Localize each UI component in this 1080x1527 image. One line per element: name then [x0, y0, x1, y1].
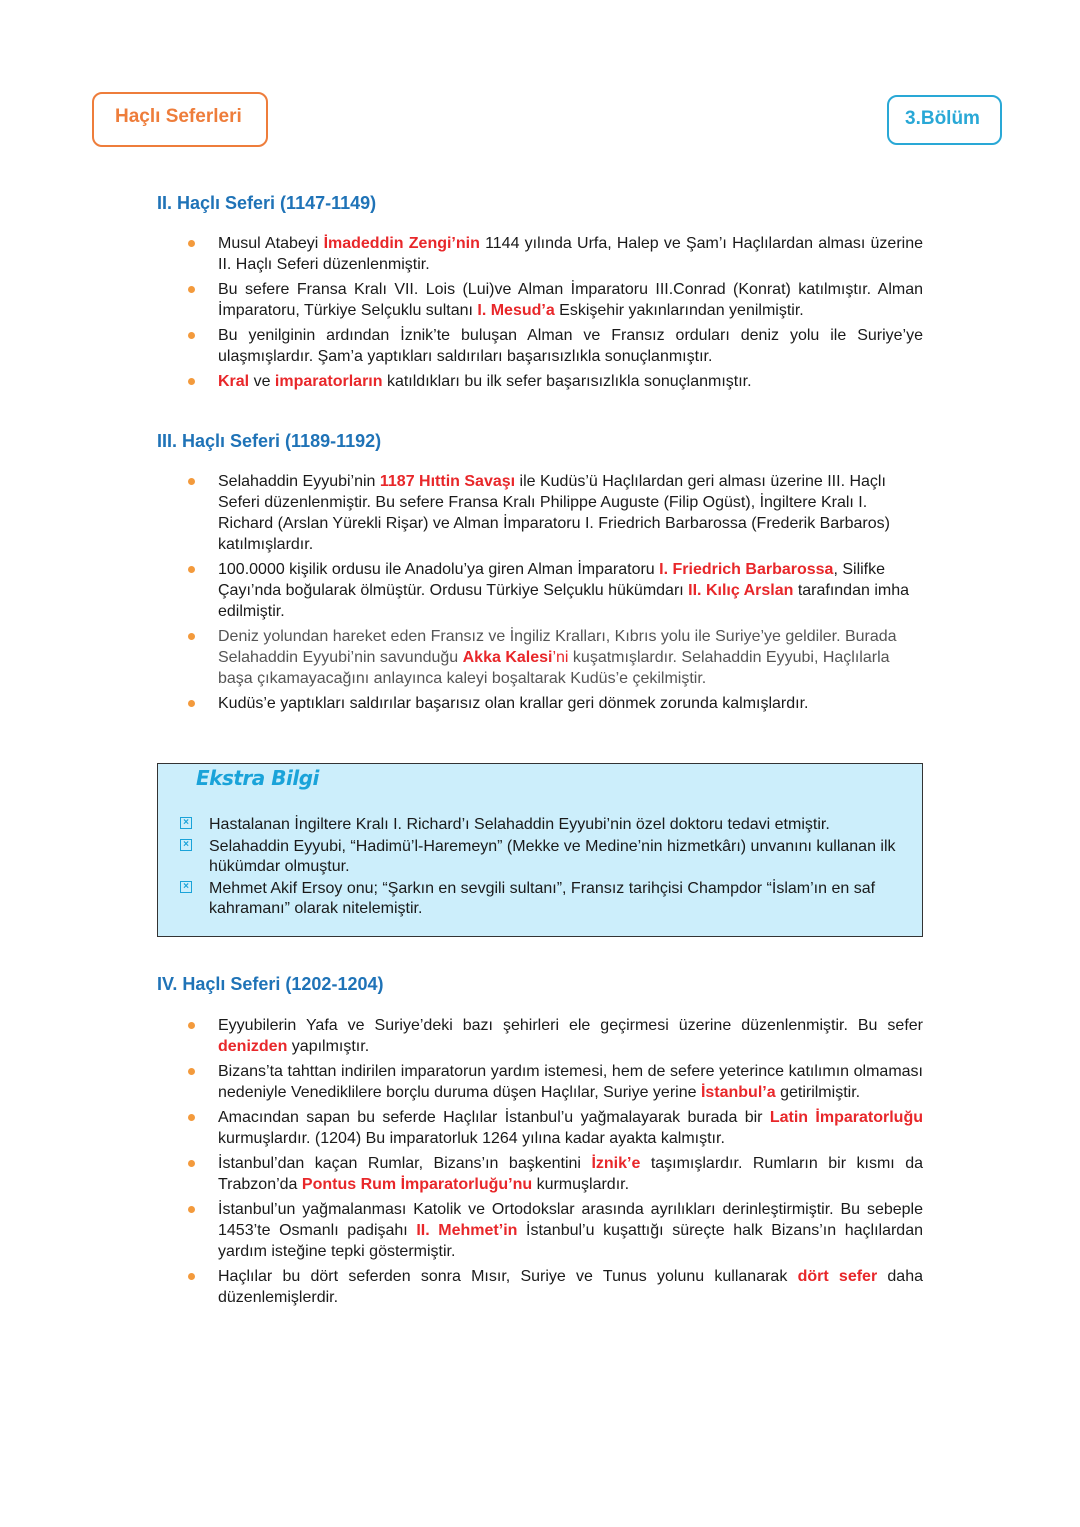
list-item: Haçlılar bu dört seferden sonra Mısır, Suriye ve Tunus yolunu kullanarak dört sefer daha düzenlemişlerdir. [188, 1266, 923, 1308]
bullet-icon [188, 566, 195, 573]
list-item: Eyyubilerin Yafa ve Suriye’deki bazı şehirleri ele geçirmesi üzerine düzenlenmiştir. Bu sefer denizden yapılmıştır. [188, 1015, 923, 1057]
list-item: Bu sefere Fransa Kralı VII. Lois (Lui)ve Alman İmparatoru III.Conrad (Konrat) katılmıştır. Alman İmparatoru, Türkiye Selçuklu sultanı I. Mesud’a Eskişehir yakınlarından yenilmiştir. [188, 279, 923, 321]
list-item: İstanbul’dan kaçan Rumlar, Bizans’ın başkentini İznik’e taşımışlardır. Rumların bir kısmı da Trabzon’da Pontus Rum İmparatorluğu’nu kurmuşlardır. [188, 1153, 923, 1195]
bullet-icon [188, 286, 195, 293]
bullet-icon [188, 1068, 195, 1075]
list-item: Kudüs’e yaptıkları saldırılar başarısız olan krallar geri dönmek zorunda kalmışlardır. [188, 693, 923, 714]
list-item: Amacından sapan bu seferde Haçlılar İstanbul’u yağmalayarak burada bir Latin İmparatorluğu kurmuşlardır. (1204) Bu imparatorluk 1264 yılına kadar ayakta kalmıştır. [188, 1107, 923, 1149]
checkbox-x-icon: × [180, 839, 192, 851]
list-item: İstanbul’un yağmalanması Katolik ve Ortodokslar arasında ayrılıkları derinleştirmiştir. Bu sebeple 1453’te Osmanlı padişahı II. Mehmet’in İstanbul’u kuşattığı süreçte halk Bizans’ın haçlılardan yardım isteğine tepki göstermiştir. [188, 1199, 923, 1262]
section-title-2: II. Haçlı Seferi (1147-1149) [157, 193, 377, 213]
checkbox-x-icon: × [180, 881, 192, 893]
list-item: Bizans’ta tahttan indirilen imparatorun yardım istemesi, hem de sefere yeterince katılımın olmaması nedeniyle Venediklilere borçlu duruma düşen Haçlılar, Suriye yerine İstanbul’a getirilmiştir. [188, 1061, 923, 1103]
checkbox-x-icon: × [180, 817, 192, 829]
extra-info-title: Ekstra Bilgi [196, 766, 319, 790]
bullet-icon [188, 478, 195, 485]
list-item: Musul Atabeyi İmadeddin Zengi’nin 1144 yılında Urfa, Halep ve Şam’ı Haçlılardan alması üzerine II. Haçlı Seferi düzenlenmiştir. [188, 233, 923, 275]
bullet-icon [188, 1206, 195, 1213]
bullet-icon [188, 332, 195, 339]
list-item: × Hastalanan İngiltere Kralı I. Richard’ı Selahaddin Eyyubi’nin özel doktoru tedavi etmiştir. [180, 815, 915, 835]
bullet-icon [188, 1160, 195, 1167]
bullet-icon [188, 378, 195, 385]
bullet-icon [188, 1022, 195, 1029]
section-3-list [188, 471, 923, 718]
extra-info-box [157, 763, 923, 937]
list-item: 100.0000 kişilik ordusu ile Anadolu’ya giren Alman İmparatoru I. Friedrich Barbarossa, Silifke Çayı’nda boğularak ölmüştür. Ordusu Türkiye Selçuklu hükümdarı II. Kılıç Arslan tarafından imha edilmiştir. [188, 559, 923, 622]
list-item: Selahaddin Eyyubi’nin 1187 Hıttin Savaşı ile Kudüs’ü Haçlılardan geri alması üzerine III. Haçlı Seferi düzenlenmiştir. Bu sefere Fransa Kralı Philippe Auguste (Filip Ogüst), İngiltere Kralı I. Richard (Arslan Yürekli Rişar) ve Alman İmparatoru I. Friedrich Barbarossa (Frederik Barbaros) katılmışlardır. [188, 471, 923, 555]
extra-info-list [180, 815, 915, 921]
section-title-3: III. Haçlı Seferi (1189-1192) [157, 431, 382, 451]
bullet-icon [188, 633, 195, 640]
bullet-icon [188, 700, 195, 707]
bullet-icon [188, 1273, 195, 1280]
section-2-list [188, 233, 923, 396]
list-item: Bu yenilginin ardından İznik’te buluşan Alman ve Fransız orduları deniz yolu ile Suriye’ye ulaşmışlardır. Şam’a yaptıkları saldırıları başarısızlıkla sonuçlanmıştır. [188, 325, 923, 367]
list-item: × Mehmet Akif Ersoy onu; “Şarkın en sevgili sultanı”, Fransız tarihçisi Champdor “İslam’ın en saf kahramanı” olarak nitelemiştir. [180, 879, 915, 919]
list-item: Kral ve imparatorların katıldıkları bu ilk sefer başarısızlıkla sonuçlanmıştır. [188, 371, 923, 392]
list-item: Deniz yolundan hareket eden Fransız ve İngiliz Kralları, Kıbrıs yolu ile Suriye’ye geldiler. Burada Selahaddin Eyyubi’nin savunduğu Akka Kalesi’ni kuşatmışlardır. Selahaddin Eyyubi, Haçlılarla başa çıkamayacağını anlayınca kaleyi boşaltarak Kudüs’e çekilmiştir. [188, 626, 923, 689]
bullet-icon [188, 240, 195, 247]
section-4-list [188, 1015, 923, 1312]
bullet-icon [188, 1114, 195, 1121]
topic-label: Haçlı Seferleri [92, 92, 268, 147]
section-title-4: IV. Haçlı Seferi (1202-1204) [157, 974, 384, 994]
list-item: × Selahaddin Eyyubi, “Hadimü’l-Haremeyn” (Mekke ve Medine’nin hizmetkârı) unvanını kullanan ilk hükümdar olmuştur. [180, 837, 915, 877]
chapter-label: 3.Bölüm [887, 95, 1002, 145]
